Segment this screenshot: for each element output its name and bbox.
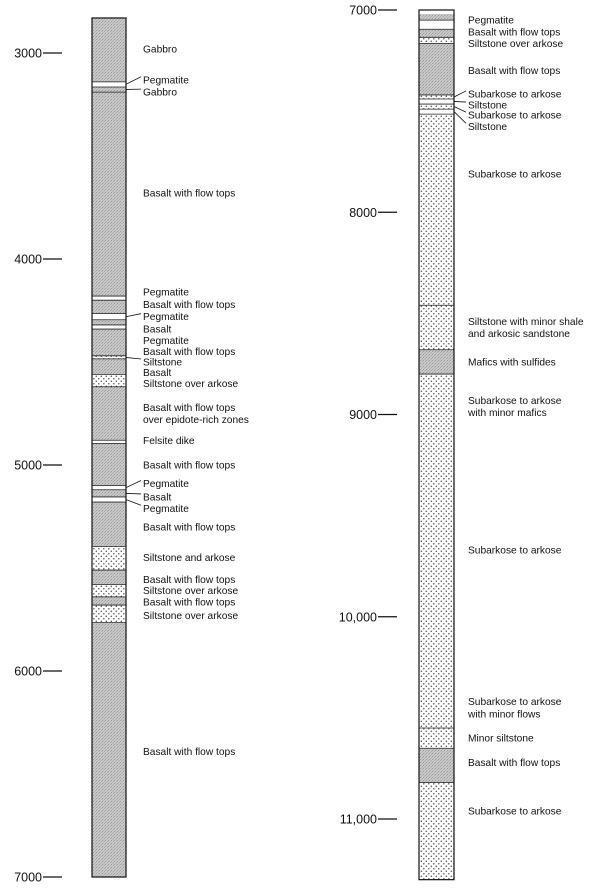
unit-gray <box>419 29 454 37</box>
lithology-label: Siltstone over arkose <box>468 38 564 50</box>
unit-gray <box>419 14 454 20</box>
unit-gray <box>419 748 454 782</box>
unit-gray <box>92 570 126 584</box>
lithology-label: Subarkose to arkose <box>468 169 562 181</box>
leader-line <box>126 481 141 488</box>
unit-gray <box>419 43 454 95</box>
lithology-label: Pegmatite <box>143 75 189 87</box>
unit-dots <box>92 584 126 596</box>
leader-line <box>454 106 466 112</box>
lithology-label: Basalt with flow tops <box>143 402 236 414</box>
lithology-label: Basalt with flow tops <box>143 188 236 200</box>
unit-dots <box>419 783 454 880</box>
lithology-label: Basalt with flow tops <box>143 746 236 758</box>
lithology-label: Subarkose to arkose <box>468 395 562 407</box>
unit-dots <box>419 104 454 109</box>
unit-dots <box>419 728 454 748</box>
depth-label: 3000 <box>14 46 42 61</box>
unit-gray <box>92 443 126 485</box>
lithology-label: Siltstone <box>468 121 508 133</box>
lithology-label: and arkosic sandstone <box>468 329 570 341</box>
unit-white <box>92 497 126 502</box>
leader-line <box>126 493 141 494</box>
lithology-label: Pegmatite <box>143 287 189 299</box>
lithology-label: Subarkose to arkose <box>468 110 562 122</box>
lithology-label: Subarkose to arkose <box>468 545 562 557</box>
lithology-label: Basalt with flow tops <box>468 27 561 39</box>
depth-label: 10,000 <box>338 610 377 625</box>
lithology-label: Felsite dike <box>143 435 195 447</box>
unit-gray <box>92 320 126 325</box>
depth-label: 7000 <box>349 3 377 18</box>
lithology-label: Siltstone <box>143 357 183 369</box>
leader-line <box>454 101 466 102</box>
lithology-label: Siltstone over arkose <box>143 610 239 622</box>
depth-label: 7000 <box>14 870 42 885</box>
unit-dots <box>419 114 454 305</box>
depth-label: 6000 <box>14 664 42 679</box>
lithology-label: with minor flows <box>468 709 541 721</box>
leader-line <box>126 357 141 359</box>
lithology-label: Basalt with flow tops <box>143 460 236 472</box>
lithology-label: Siltstone over arkose <box>143 379 239 391</box>
unit-dots <box>419 95 454 99</box>
unit-dots <box>419 305 454 349</box>
unit-gray <box>419 350 454 374</box>
unit-dots <box>92 356 126 359</box>
unit-white <box>92 486 126 490</box>
lithology-label: Pegmatite <box>468 15 514 27</box>
unit-gray <box>92 87 126 92</box>
lithology-label: Pegmatite <box>143 335 189 347</box>
lithology-label: Basalt <box>143 492 172 504</box>
leader-line <box>454 112 466 124</box>
unit-gray <box>92 329 126 356</box>
lithology-label: Subarkose to arkose <box>468 697 562 709</box>
depth-label: 5000 <box>14 458 42 473</box>
lithology-label: with minor mafics <box>468 407 547 419</box>
lithology-label: Basalt with flow tops <box>143 574 236 586</box>
unit-dots <box>419 37 454 43</box>
right-log-column <box>339 4 584 880</box>
lithology-label: Basalt with flow tops <box>468 66 561 78</box>
lithology-label: Basalt with flow tops <box>468 757 561 769</box>
unit-gray <box>92 597 126 605</box>
unit-gray <box>92 18 126 82</box>
lithology-label: Pegmatite <box>143 479 189 491</box>
unit-gray <box>92 623 126 877</box>
unit-gray <box>92 92 126 296</box>
lithology-label: Basalt with flow tops <box>143 597 236 609</box>
lithology-label: Pegmatite <box>143 503 189 515</box>
unit-dots <box>92 605 126 623</box>
left-log-column <box>14 18 249 885</box>
unit-white <box>419 99 454 104</box>
unit-white <box>92 440 126 443</box>
unit-white <box>92 314 126 320</box>
unit-white <box>419 20 454 29</box>
lithology-label: over epidote-rich zones <box>143 415 249 427</box>
lithology-label: Subarkose to arkose <box>468 89 562 101</box>
lithology-label: Minor siltstone <box>468 733 534 745</box>
depth-label: 9000 <box>349 408 377 422</box>
unit-white <box>92 82 126 87</box>
lithology-label: Pegmatite <box>143 312 189 324</box>
lithology-label: Siltstone <box>468 100 508 112</box>
lithology-label: Basalt with flow tops <box>143 347 236 359</box>
unit-white <box>92 325 126 329</box>
depth-label: 4000 <box>14 252 42 267</box>
leader-line <box>454 91 466 97</box>
unit-gray <box>92 490 126 497</box>
unit-white <box>92 296 126 300</box>
depth-label: 11,000 <box>339 812 377 827</box>
lithology-label: Basalt with flow tops <box>143 299 236 311</box>
depth-label: 8000 <box>349 205 377 220</box>
leader-line <box>126 500 141 506</box>
lithology-label: Basalt with flow tops <box>143 522 236 534</box>
leader-line <box>126 314 141 317</box>
lithology-label: Gabbro <box>143 87 177 99</box>
leader-line <box>126 77 141 85</box>
unit-gray <box>92 300 126 313</box>
lithology-label: Siltstone with minor shale <box>468 316 584 328</box>
lithology-label: Siltstone and arkose <box>143 553 236 565</box>
unit-gray <box>92 502 126 546</box>
lithology-label: Siltstone over arkose <box>143 586 239 598</box>
unit-gray <box>92 387 126 441</box>
lithology-label: Basalt <box>143 367 172 379</box>
unit-dots <box>92 546 126 570</box>
unit-white <box>419 109 454 114</box>
unit-gray <box>92 359 126 374</box>
lithology-label: Gabbro <box>143 44 177 56</box>
lithology-label: Basalt <box>143 324 172 336</box>
unit-dots <box>419 374 454 728</box>
lithology-label: Mafics with sulfides <box>468 357 556 369</box>
unit-dots <box>92 374 126 386</box>
lithology-label: Subarkose to arkose <box>468 806 562 818</box>
